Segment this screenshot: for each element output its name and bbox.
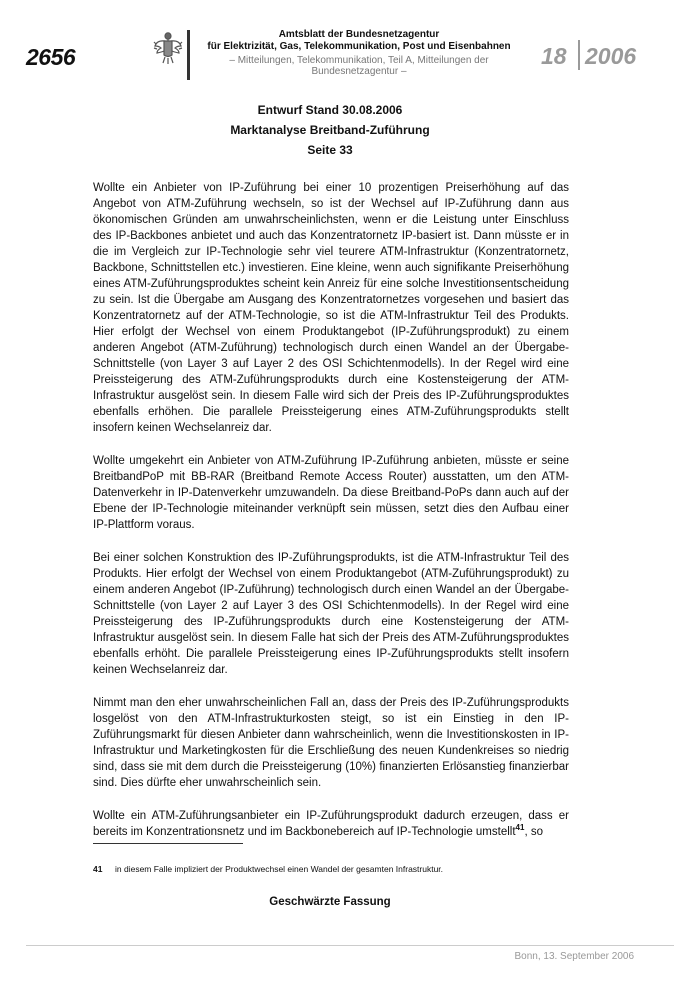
paragraph: Wollte ein Anbieter von IP-Zuführung bei einer 10 prozentigen Preiserhöhung auf das Angebot von ATM-Zuführung wechseln, so ist der Wechsel auf IP-Zuführung dann aus ökonomischen Gründen am unwahrscheinlichsten, wenn er die Leistung unter Einschluss des IP-Backbones anbietet und auch das Konzentratornetz IP-basiert ist. Dann müsste er in die im Vergleich zur IP-Technologie sehr viel teurere ATM-Infrastruktur (Konzentratornetz, Backbone, Schnittstellen etc.) investieren. Eine kleine, wenn auch signifikante Preiserhöhung eines ATM-Zuführungsproduktes scheint kein Anreiz für eine solche Investitionsentscheidung zu sein. Ist die Übergabe am Ausgang des Konzentratornetzes vorgesehen und basiert das Konzentratornetz auf der ATM-Technologie, so ist die ATM-Infrastruktur Teil des Produkts. Hier erfolgt der Wechsel von einem Produktangebot (IP-Zuführungsprodukt) zu einem anderen Angebot (ATM-Zuführung) technologisch durch einen Wandel an der Übergabe-Schnittstelle (von Layer 3 auf Layer 2 des OSI Schichtenmodells). In der Regel wird eine Preissteigerung des ATM-Zuführungsprodukts durch eine Kostensteigerung der ATM-Infrastruktur ausgelöst sein. In diesem Falle wird sich der Preis des IP-Zuführungsproduktes ebenfalls erhöhen. Die parallele Preissteigerung eines ATM-Zuführungsprodukts stellt insofern keinen Wechselanreiz dar. <box>93 182 569 434</box>
redacted-version-label: Geschwärzte Fassung <box>269 896 391 908</box>
paragraph-last-text: Wollte ein ATM-Zuführungsanbieter ein IP-Zuführungsprodukt dadurch erzeugen, dass er bereits im Konzentrationsnetz und im Backbonebereich auf IP-Technologie umstellt <box>93 810 569 838</box>
footnote <box>93 864 443 874</box>
footnote-separator <box>93 843 243 844</box>
footnote-reference[interactable]: 41 <box>515 823 525 833</box>
issue-year: 2006 <box>585 43 637 69</box>
document-status-title: Entwurf Stand 30.08.2006 <box>257 103 403 117</box>
paragraph-last <box>93 808 569 840</box>
paragraph: Wollte umgekehrt ein Anbieter von ATM-Zuführung IP-Zuführung anbieten, müsste er seine BreitbandPoP mit BB-RAR (Breitband Remote Access Router) ausstatten, um den ATM-Datenverkehr in IP-Datenverkehr umzuwandeln. Da diese Breitband-PoPs dann auch auf der Ebene der IP-Technologie miteinander verknüpft sein müssen, setzt dies den Aufbau einer IP-Plattform voraus. <box>93 455 569 531</box>
document-title: Marktanalyse Breitband-Zuführung <box>230 123 430 137</box>
publication-section: – Mitteilungen, Telekommunikation, Teil A, Mitteilungen der Bundesnetzagentur – <box>229 55 489 77</box>
document-page-label: Seite 33 <box>307 143 353 157</box>
footer-rule <box>26 945 674 946</box>
paragraph: Nimmt man den eher unwahrscheinlichen Fall an, dass der Preis des IP-Zuführungsprodukts losgelöst von den ATM-Infrastrukturkosten steigt, so ist ein Einstieg in den IP-Zuführungsmarkt für diesen Anbieter dann wahrscheinlich, wenn die Investitionskosten in IP-Infrastruktur und Marketingkosten für die Erschließung des neuen Kundenkreises so niedrig sind, dass sie mit dem durch die Preissteigerung (10%) finanzierten Erlösanstieg finanzierbar sind. Dies dürfte eher unwahrscheinlich sein. <box>93 697 569 789</box>
federal-eagle-icon <box>153 30 183 66</box>
paragraph-last-tail: , so <box>524 826 543 838</box>
footnote-number: 41 <box>93 864 103 874</box>
footer-date: Bonn, 13. September 2006 <box>514 951 634 962</box>
footnote-text: in diesem Falle impliziert der Produktwechsel einen Wandel der gesamten Infrastruktur. <box>115 864 444 874</box>
page-number: 2656 <box>26 44 76 70</box>
header-vertical-rule <box>187 30 190 80</box>
issue-number: 18 <box>541 43 567 69</box>
publication-scope: für Elektrizität, Gas, Telekommunikation, Post und Eisenbahnen <box>207 41 511 52</box>
body-text <box>93 180 569 840</box>
publication-title: Amtsblatt der Bundesnetzagentur <box>278 29 440 40</box>
issue-divider <box>578 40 580 70</box>
paragraph: Bei einer solchen Konstruktion des IP-Zuführungsprodukts, ist die ATM-Infrastruktur Teil des Produkts. Hier erfolgt der Wechsel von einem Produktangebot (ATM-Zuführungsprodukt) zu einem anderen Angebot (IP-Zuführung) technologisch durch einen Wandel an der Übergabe-Schnittstelle (von Layer 2 auf Layer 3 des OSI Schichtenmodells). In der Regel wird eine Preissteigerung des IP-Zuführungsprodukts durch eine Kostensteigerung der ATM-Infrastruktur ausgelöst sein. In diesem Falle hat sich der Preis des ATM-Zuführungsproduktes ebenfalls erhöht. Die parallele Preissteigerung eines IP-Zuführungsprodukts stellt insofern keinen Wechselanreiz dar. <box>93 552 569 676</box>
